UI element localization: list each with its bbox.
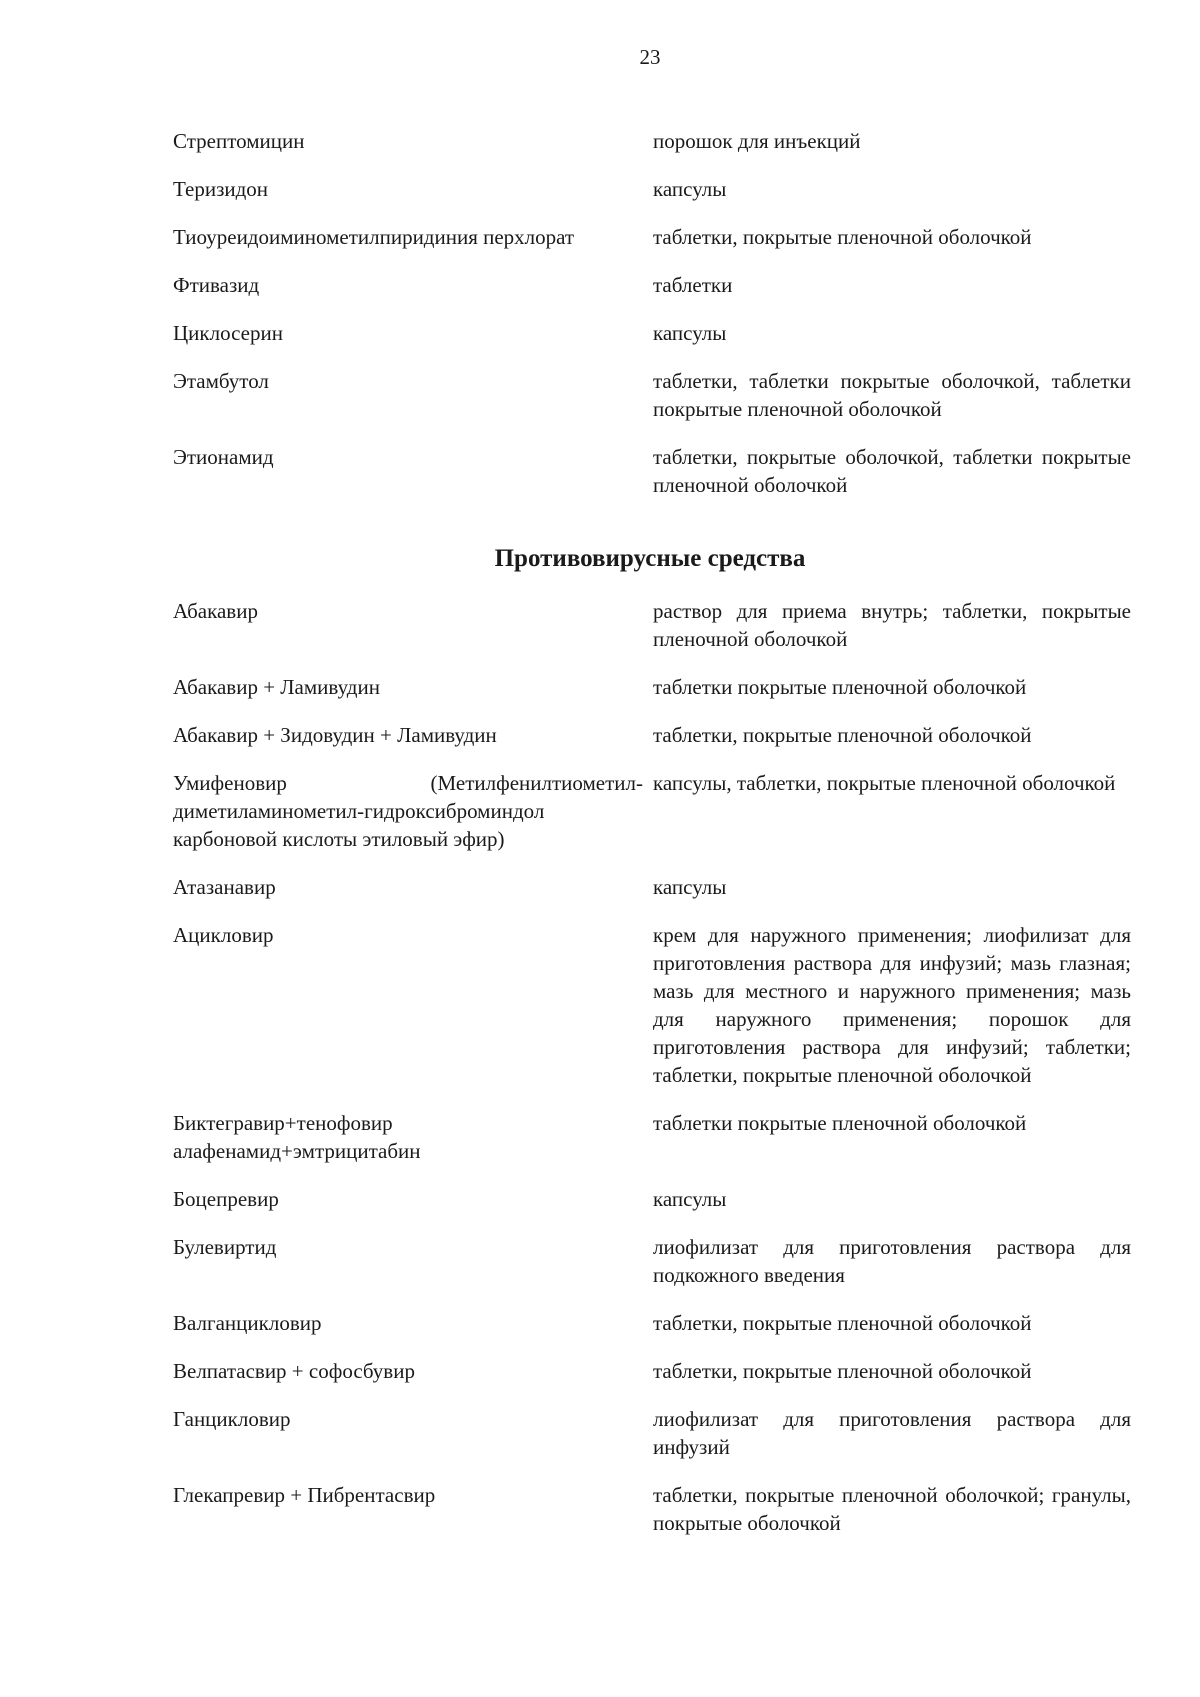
table-row — [173, 597, 1131, 653]
table-row — [173, 271, 1131, 299]
table-row — [173, 319, 1131, 347]
table-row — [173, 1405, 1131, 1461]
drug-list-antituberculosis — [173, 127, 1131, 519]
drug-name: Абакавир — [173, 599, 258, 623]
drug-name: Валганцикловир — [173, 1311, 322, 1335]
drug-name: Умифеновир (Метилфенилтиометил-диметиламинометил-гидроксиброминдол карбоновой кислоты этиловый эфир) — [173, 771, 643, 851]
table-row — [173, 721, 1131, 749]
table-row — [173, 769, 1131, 853]
drug-name: Этионамид — [173, 445, 274, 469]
drug-name: Атазанавир — [173, 875, 276, 899]
dosage-form: таблетки покрытые пленочной оболочкой — [653, 1111, 1027, 1135]
drug-name: Ганцикловир — [173, 1407, 291, 1431]
dosage-form: капсулы — [653, 177, 727, 201]
page-number: 23 — [639, 45, 661, 69]
dosage-form: капсулы — [653, 875, 727, 899]
dosage-form: лиофилизат для приготовления раствора для инфузий — [653, 1407, 1131, 1459]
drug-name: Абакавир + Зидовудин + Ламивудин — [173, 723, 497, 747]
dosage-form: таблетки, покрытые пленочной оболочкой — [653, 1311, 1032, 1335]
table-row — [173, 1233, 1131, 1289]
drug-name: Боцепревир — [173, 1187, 279, 1211]
dosage-form: таблетки — [653, 273, 733, 297]
table-row — [173, 223, 1131, 251]
table-row — [173, 1309, 1131, 1337]
section-heading-antiviral: Противовирусные средства — [494, 545, 806, 572]
drug-name: Абакавир + Ламивудин — [173, 675, 380, 699]
drug-list-antiviral — [173, 597, 1131, 1577]
dosage-form: таблетки, покрытые пленочной оболочкой — [653, 1359, 1032, 1383]
table-row — [173, 921, 1131, 1089]
dosage-form: таблетки покрытые пленочной оболочкой — [653, 675, 1027, 699]
drug-name: Фтивазид — [173, 273, 260, 297]
table-row — [173, 873, 1131, 901]
table-row — [173, 443, 1131, 499]
drug-name: Булевиртид — [173, 1235, 277, 1259]
table-row — [173, 1357, 1131, 1385]
table-row — [173, 367, 1131, 423]
dosage-form: крем для наружного применения; лиофилизат для приготовления раствора для инфузий; мазь глазная; мазь для местного и наружного применения; мазь для наружного применения; порошок для приготовления раствора для инфузий; таблетки; таблетки, покрытые пленочной оболочкой — [653, 923, 1131, 1087]
drug-name: Стрептомицин — [173, 129, 305, 153]
table-row — [173, 1185, 1131, 1213]
dosage-form: капсулы — [653, 1187, 727, 1211]
drug-name: Ацикловир — [173, 923, 274, 947]
dosage-form: порошок для инъекций — [653, 129, 861, 153]
drug-name: Теризидон — [173, 177, 269, 201]
drug-name: Биктегравир+тенофовир алафенамид+эмтрицитабин — [173, 1111, 421, 1163]
drug-name: Велпатасвир + софосбувир — [173, 1359, 415, 1383]
dosage-form: капсулы — [653, 321, 727, 345]
dosage-form: таблетки, покрытые пленочной оболочкой — [653, 723, 1032, 747]
table-row — [173, 673, 1131, 701]
dosage-form: таблетки, таблетки покрытые оболочкой, таблетки покрытые пленочной оболочкой — [653, 369, 1131, 421]
table-row — [173, 127, 1131, 155]
drug-name: Тиоуреидоиминометилпиридиния перхлорат — [173, 225, 575, 249]
table-row — [173, 175, 1131, 203]
table-row — [173, 1109, 1131, 1165]
drug-name: Глекапревир + Пибрентасвир — [173, 1483, 436, 1507]
dosage-form: раствор для приема внутрь; таблетки, покрытые пленочной оболочкой — [653, 599, 1131, 651]
dosage-form: таблетки, покрытые пленочной оболочкой — [653, 225, 1032, 249]
dosage-form: таблетки, покрытые пленочной оболочкой; гранулы, покрытые оболочкой — [653, 1483, 1131, 1535]
drug-name: Циклосерин — [173, 321, 283, 345]
dosage-form: таблетки, покрытые оболочкой, таблетки покрытые пленочной оболочкой — [653, 445, 1131, 497]
drug-name: Этамбутол — [173, 369, 269, 393]
dosage-form: лиофилизат для приготовления раствора для подкожного введения — [653, 1235, 1131, 1287]
table-row — [173, 1481, 1131, 1537]
dosage-form: капсулы, таблетки, покрытые пленочной оболочкой — [653, 771, 1116, 795]
